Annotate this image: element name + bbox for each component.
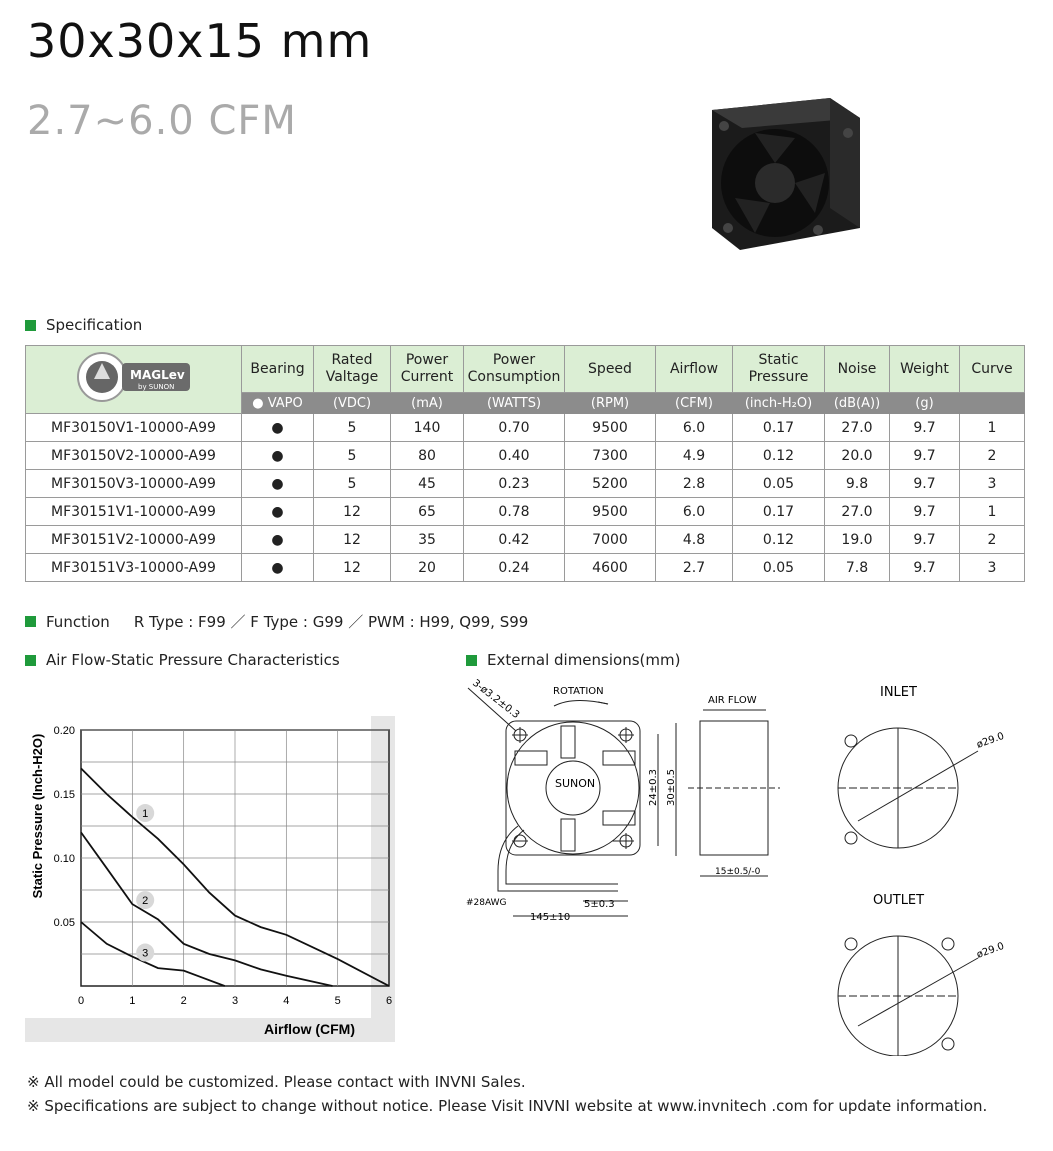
model-cell: MF30150V1-10000-A99	[26, 414, 242, 442]
dim-outer-label: 30±0.5	[666, 768, 677, 806]
table-cell: 0.42	[464, 526, 565, 554]
table-cell: 5	[314, 442, 391, 470]
table-cell: 12	[314, 498, 391, 526]
table-cell: 9500	[565, 498, 656, 526]
table-cell: 65	[391, 498, 464, 526]
table-cell: 12	[314, 526, 391, 554]
table-row	[26, 414, 1025, 442]
dim-airflow-label: AIR FLOW	[708, 695, 757, 706]
bullet-square-icon	[25, 320, 36, 331]
table-cell: 4.8	[656, 526, 733, 554]
table-cell: 5	[314, 470, 391, 498]
note-specifications: ※ Specifications are subject to change without notice. Please Visit INVNI website at www.invnitech .com for update information.	[27, 1097, 988, 1115]
unit-cell: (inch-H₂O)	[733, 393, 825, 414]
table-cell: 80	[391, 442, 464, 470]
table-cell: ●	[242, 414, 314, 442]
table-row	[26, 498, 1025, 526]
function-line: Function R Type : F99 ／ F Type : G99 ／ PWM : H99, Q99, S99	[25, 611, 528, 632]
dimensions-heading: External dimensions(mm)	[466, 651, 680, 669]
inlet-diameter-label: ø29.0	[975, 730, 1006, 751]
chart-x-tick-label: 5	[334, 995, 341, 1007]
table-cell: 4.9	[656, 442, 733, 470]
dim-wire-label: #28AWG	[466, 898, 507, 908]
table-cell: 3	[960, 470, 1025, 498]
unit-cell: (g)	[890, 393, 960, 414]
table-cell: 7.8	[825, 554, 890, 582]
table-cell: 7300	[565, 442, 656, 470]
unit-cell: (mA)	[391, 393, 464, 414]
chart-y-tick-label: 0.05	[53, 917, 75, 929]
pq-chart	[25, 716, 395, 1042]
table-row	[26, 554, 1025, 582]
table-cell: 9500	[565, 414, 656, 442]
bullet-square-icon	[25, 655, 36, 666]
col-power-current: Power Current	[391, 346, 464, 393]
table-cell: 1	[960, 414, 1025, 442]
table-cell: 2.8	[656, 470, 733, 498]
col-noise: Noise	[825, 346, 890, 393]
outlet-label: OUTLET	[873, 893, 925, 908]
spec-heading: Specification	[25, 316, 142, 334]
unit-cell: (VDC)	[314, 393, 391, 414]
model-cell: MF30151V3-10000-A99	[26, 554, 242, 582]
col-static-pressure: Static Pressure	[733, 346, 825, 393]
table-cell: ●	[242, 554, 314, 582]
svg-text:by SUNON: by SUNON	[137, 383, 174, 391]
unit-cell: ● VAPO	[242, 393, 314, 414]
chart-plot-bg	[25, 716, 371, 1018]
table-row	[26, 470, 1025, 498]
table-cell: 19.0	[825, 526, 890, 554]
table-cell: ●	[242, 470, 314, 498]
chart-x-tick-label: 6	[385, 995, 393, 1007]
chart-x-axis-label: Airflow (CFM)	[264, 1021, 355, 1037]
model-cell: MF30150V2-10000-A99	[26, 442, 242, 470]
table-cell: 27.0	[825, 414, 890, 442]
table-cell: 9.8	[825, 470, 890, 498]
outlet-diameter-label: ø29.0	[975, 940, 1006, 961]
spec-table	[25, 345, 1025, 582]
table-cell: 0.17	[733, 414, 825, 442]
maglev-logo	[26, 346, 242, 414]
col-weight: Weight	[890, 346, 960, 393]
chart-y-tick-label: 0.20	[53, 725, 75, 737]
svg-text:MAGLev: MAGLev	[129, 368, 185, 382]
chart-x-tick-label: 2	[180, 995, 187, 1007]
dim-holes-label: 3-ø3.2±0.3	[470, 677, 522, 722]
table-cell: 2.7	[656, 554, 733, 582]
chart-x-tick-label: 0	[77, 995, 85, 1007]
dim-rotation-label: ROTATION	[553, 686, 604, 697]
col-curve: Curve	[960, 346, 1025, 393]
chart-series-label: 3	[142, 947, 149, 960]
table-cell: 7000	[565, 526, 656, 554]
unit-cell	[960, 393, 1025, 414]
dimensions-drawing	[458, 676, 1038, 1056]
table-cell: 6.0	[656, 414, 733, 442]
dim-lead-label: 145±10	[530, 912, 571, 923]
airflow-heading: Air Flow-Static Pressure Characteristics	[25, 651, 340, 669]
bullet-square-icon	[466, 655, 477, 666]
chart-series-label: 2	[142, 895, 149, 908]
model-cell: MF30150V3-10000-A99	[26, 470, 242, 498]
table-cell: ●	[242, 442, 314, 470]
table-cell: 6.0	[656, 498, 733, 526]
table-cell: 0.17	[733, 498, 825, 526]
unit-cell: (dB(A))	[825, 393, 890, 414]
table-cell: 0.05	[733, 470, 825, 498]
table-cell: 0.12	[733, 526, 825, 554]
chart-x-tick-label: 3	[231, 995, 239, 1007]
col-power-consumption: Power Consumption	[464, 346, 565, 393]
chart-y-tick-label: 0.15	[53, 789, 75, 801]
table-cell: 27.0	[825, 498, 890, 526]
table-row	[26, 526, 1025, 554]
dim-inner-label: 24±0.3	[648, 768, 659, 806]
table-cell: 2	[960, 442, 1025, 470]
chart-series-label: 1	[142, 808, 149, 821]
model-cell: MF30151V1-10000-A99	[26, 498, 242, 526]
table-cell: 0.24	[464, 554, 565, 582]
table-cell: 9.7	[890, 554, 960, 582]
unit-cell: (WATTS)	[464, 393, 565, 414]
note-customize: ※ All model could be customized. Please contact with INVNI Sales.	[27, 1073, 526, 1091]
chart-x-tick-label: 1	[129, 995, 136, 1007]
table-row	[26, 442, 1025, 470]
col-rated-voltage: Rated Valtage	[314, 346, 391, 393]
table-cell: 35	[391, 526, 464, 554]
table-cell: 9.7	[890, 470, 960, 498]
table-cell: 4600	[565, 554, 656, 582]
col-airflow: Airflow	[656, 346, 733, 393]
table-cell: 1	[960, 498, 1025, 526]
table-cell: 5200	[565, 470, 656, 498]
dim-strip-label: 5±0.3	[584, 899, 615, 910]
table-cell: 0.78	[464, 498, 565, 526]
table-cell: 0.70	[464, 414, 565, 442]
table-cell: 2	[960, 526, 1025, 554]
table-cell: 0.12	[733, 442, 825, 470]
table-cell: ●	[242, 526, 314, 554]
dim-depth-label: 15±0.5/-0	[715, 867, 761, 877]
dim-brand-label: SUNON	[555, 777, 596, 790]
table-cell: 12	[314, 554, 391, 582]
table-cell: 45	[391, 470, 464, 498]
table-cell: 5	[314, 414, 391, 442]
table-cell: 0.40	[464, 442, 565, 470]
table-cell: 9.7	[890, 442, 960, 470]
spec-header-row	[26, 346, 1025, 393]
table-cell: 3	[960, 554, 1025, 582]
page-subtitle: 2.7~6.0 CFM	[27, 98, 297, 144]
table-cell: 20	[391, 554, 464, 582]
table-cell: 9.7	[890, 498, 960, 526]
table-cell: 9.7	[890, 414, 960, 442]
inlet-label: INLET	[880, 685, 917, 700]
table-cell: ●	[242, 498, 314, 526]
table-cell: 0.23	[464, 470, 565, 498]
fan-product-image	[700, 88, 870, 258]
unit-cell: (CFM)	[656, 393, 733, 414]
maglev-logo-icon	[74, 349, 194, 405]
unit-cell: (RPM)	[565, 393, 656, 414]
chart-x-tick-label: 4	[283, 995, 290, 1007]
table-cell: 20.0	[825, 442, 890, 470]
page-title: 30x30x15 mm	[27, 14, 373, 68]
table-cell: 140	[391, 414, 464, 442]
chart-y-axis-label: Static Pressure (Inch-H2O)	[30, 733, 45, 899]
bullet-square-icon	[25, 616, 36, 627]
table-cell: 0.05	[733, 554, 825, 582]
table-cell: 9.7	[890, 526, 960, 554]
model-cell: MF30151V2-10000-A99	[26, 526, 242, 554]
col-bearing: Bearing	[242, 346, 314, 393]
chart-y-tick-label: 0.10	[53, 853, 75, 865]
col-speed: Speed	[565, 346, 656, 393]
